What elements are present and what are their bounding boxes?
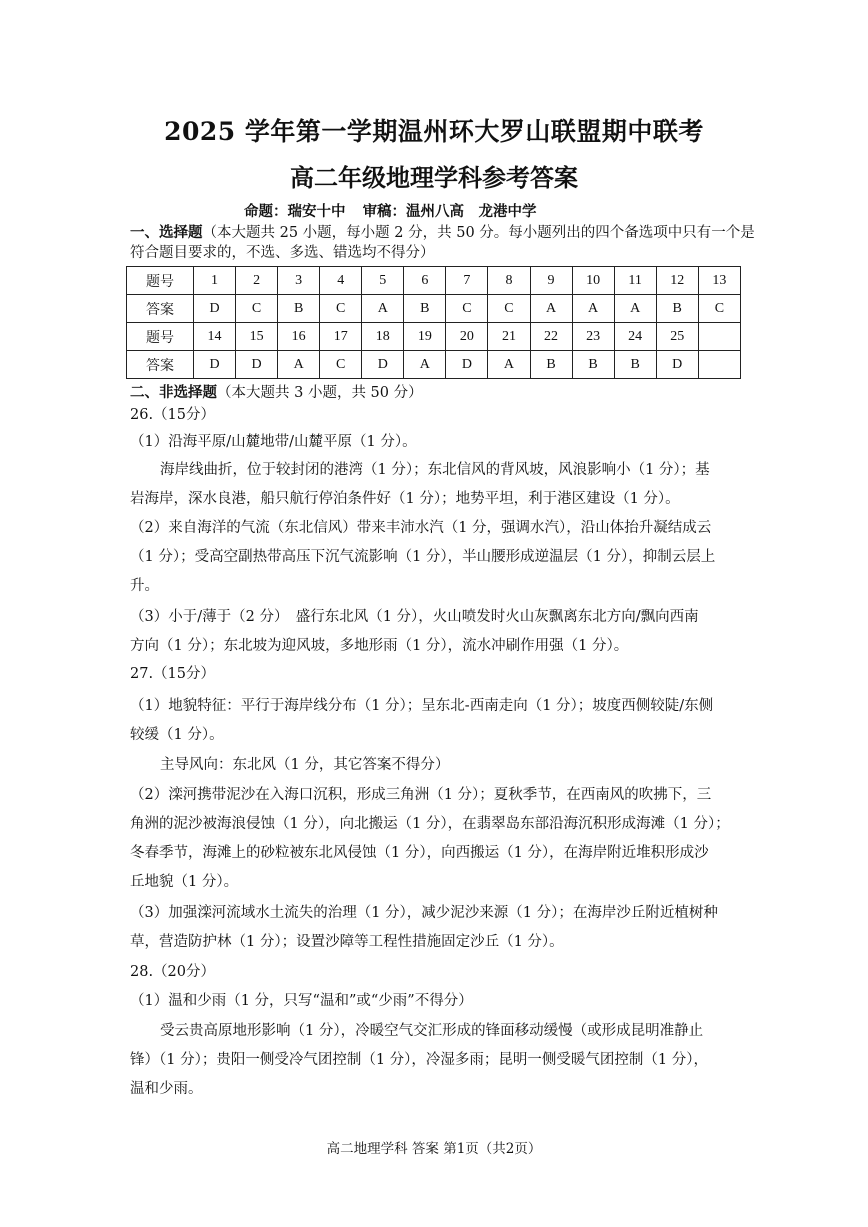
q26-part2-line3: 升。: [130, 578, 159, 594]
document-subtitle: 高二年级地理学科参考答案: [290, 163, 578, 192]
q27-part3-line1: （3）加强滦河流域水土流失的治理（1 分），减少泥沙来源（1 分）；在海岸沙丘附近植树种: [130, 905, 718, 921]
table-cell: A: [614, 295, 656, 323]
q27-part1-line2: 较缓（1 分）。: [130, 727, 224, 743]
answer-table: [126, 266, 741, 379]
row-label-answer: 答案: [127, 295, 194, 323]
q26-part2-line2: （1 分）；受高空副热带高压下沉气流影响（1 分），半山腰形成逆温层（1 分），抑制云层上: [130, 549, 716, 565]
table-cell: D: [236, 351, 278, 379]
table-cell: 23: [572, 323, 614, 351]
table-cell: D: [446, 351, 488, 379]
section1-desc-line2: 符合题目要求的，不选、多选、错选均不得分）: [130, 245, 435, 261]
q28-part1: （1）温和少雨（1 分，只写“温和”或“少雨”不得分）: [130, 993, 473, 1009]
q27-part2-line4: 丘地貌（1 分）。: [130, 874, 239, 890]
table-cell: A: [362, 295, 404, 323]
table-cell: 6: [404, 267, 446, 295]
table-cell: 7: [446, 267, 488, 295]
table-cell: 5: [362, 267, 404, 295]
q28-part1-line1: 受云贵高原地形影响（1 分），冷暖空气交汇形成的锋面移动缓慢（或形成昆明准静止: [160, 1023, 704, 1039]
table-cell: 18: [362, 323, 404, 351]
table-row-answers-2: [127, 351, 741, 379]
q26-part1-line2: 岩海岸，深水良港，船只航行停泊条件好（1 分）；地势平坦，利于港区建设（1 分）。: [130, 491, 680, 507]
row-label-answer: 答案: [127, 351, 194, 379]
table-cell: A: [530, 295, 572, 323]
table-cell: C: [446, 295, 488, 323]
table-cell: C: [488, 295, 530, 323]
table-cell: C: [698, 295, 740, 323]
table-cell: 25: [656, 323, 698, 351]
section2-intro: [130, 382, 740, 404]
table-row-numbers-1: [127, 267, 741, 295]
row-label-number: 题号: [127, 267, 194, 295]
q27-part2-line2: 角洲的泥沙被海浪侵蚀（1 分），向北搬运（1 分），在翡翠岛东部沿海沉积形成海滩（1 分）；: [130, 816, 730, 832]
table-cell: A: [488, 351, 530, 379]
table-cell: 20: [446, 323, 488, 351]
author-credit: 命题：瑞安十中: [244, 203, 346, 220]
section2-desc: （本大题共 3 小题，共 50 分）: [217, 385, 423, 401]
table-cell: D: [194, 351, 236, 379]
table-cell: 9: [530, 267, 572, 295]
q27-part2-line3: 冬春季节，海滩上的砂粒被东北风侵蚀（1 分），向西搬运（1 分），在海岸附近堆积形成沙: [130, 845, 709, 861]
q26-part1: （1）沿海平原/山麓地带/山麓平原（1 分）。: [130, 434, 417, 450]
table-cell: D: [362, 351, 404, 379]
q27-label: 27.（15分）: [130, 666, 216, 682]
section1-heading: 一、选择题: [130, 224, 203, 241]
table-cell: B: [404, 295, 446, 323]
table-cell: 11: [614, 267, 656, 295]
q27-wind-direction: 主导风向：东北风（1 分，其它答案不得分）: [160, 757, 450, 773]
q27-part3-line2: 草，营造防护林（1 分）；设置沙障等工程性措施固定沙丘（1 分）。: [130, 934, 564, 950]
table-cell: 24: [614, 323, 656, 351]
table-cell: 3: [278, 267, 320, 295]
table-cell: 1: [194, 267, 236, 295]
section2-heading: 二、非选择题: [130, 384, 217, 401]
table-cell: 8: [488, 267, 530, 295]
credits-line: [244, 200, 549, 221]
table-cell: 4: [320, 267, 362, 295]
table-cell: [698, 351, 740, 379]
table-cell: 13: [698, 267, 740, 295]
q26-part3-line2: 方向（1 分）；东北坡为迎风坡，多地形雨（1 分），流水冲刷作用强（1 分）。: [130, 638, 629, 654]
document-title: 2025 学年第一学期温州环大罗山联盟期中联考: [164, 117, 704, 146]
table-cell: 22: [530, 323, 572, 351]
table-cell: 19: [404, 323, 446, 351]
table-cell: C: [236, 295, 278, 323]
q26-label: 26.（15分）: [130, 407, 216, 423]
table-cell: A: [572, 295, 614, 323]
table-cell: B: [656, 295, 698, 323]
table-cell: D: [194, 295, 236, 323]
table-cell: C: [320, 295, 362, 323]
q26-part3-line1: （3）小于/薄于（2 分） 盛行东北风（1 分），火山喷发时火山灰飘离东北方向/飘向西南: [130, 609, 699, 625]
table-cell: 21: [488, 323, 530, 351]
q28-part1-line3: 温和少雨。: [130, 1081, 203, 1097]
q26-part1-line1: 海岸线曲折，位于较封闭的港湾（1 分）；东北信风的背风坡，风浪影响小（1 分）；基: [160, 462, 710, 478]
table-cell: D: [656, 351, 698, 379]
q28-label: 28.（20分）: [130, 964, 216, 980]
table-row-answers-1: [127, 295, 741, 323]
table-cell: 14: [194, 323, 236, 351]
q27-part2-line1: （2）滦河携带泥沙在入海口沉积，形成三角洲（1 分）；夏秋季节，在西南风的吹拂下，三: [130, 787, 712, 803]
table-cell: A: [278, 351, 320, 379]
table-cell: 15: [236, 323, 278, 351]
q27-part1-line1: （1）地貌特征：平行于海岸线分布（1 分）；呈东北-西南走向（1 分）；坡度西侧较陡/东侧: [130, 698, 714, 714]
page-footer: 高二地理学科 答案 第1页（共2页）: [326, 1141, 542, 1157]
table-cell: 10: [572, 267, 614, 295]
table-cell: 12: [656, 267, 698, 295]
table-row-numbers-2: [127, 323, 741, 351]
table-cell: [698, 323, 740, 351]
section1-intro: [130, 222, 755, 244]
table-cell: B: [530, 351, 572, 379]
table-cell: 2: [236, 267, 278, 295]
q26-part2-line1: （2）来自海洋的气流（东北信风）带来丰沛水汽（1 分，强调水汽），沿山体抬升凝结成云: [130, 520, 712, 536]
table-cell: 16: [278, 323, 320, 351]
q28-part1-line2: 锋）（1 分）；贵阳一侧受冷气团控制（1 分），冷湿多雨；昆明一侧受暖气团控制（1 分），: [130, 1052, 708, 1068]
table-cell: B: [278, 295, 320, 323]
table-cell: B: [614, 351, 656, 379]
table-cell: B: [572, 351, 614, 379]
section1-desc-line1: （本大题共 25 小题，每小题 2 分，共 50 分。每小题列出的四个备选项中只有一个是: [202, 225, 755, 241]
table-cell: C: [320, 351, 362, 379]
reviewer-credit: 审稿：温州八高 龙港中学: [362, 203, 537, 220]
table-cell: A: [404, 351, 446, 379]
table-cell: 17: [320, 323, 362, 351]
row-label-number: 题号: [127, 323, 194, 351]
